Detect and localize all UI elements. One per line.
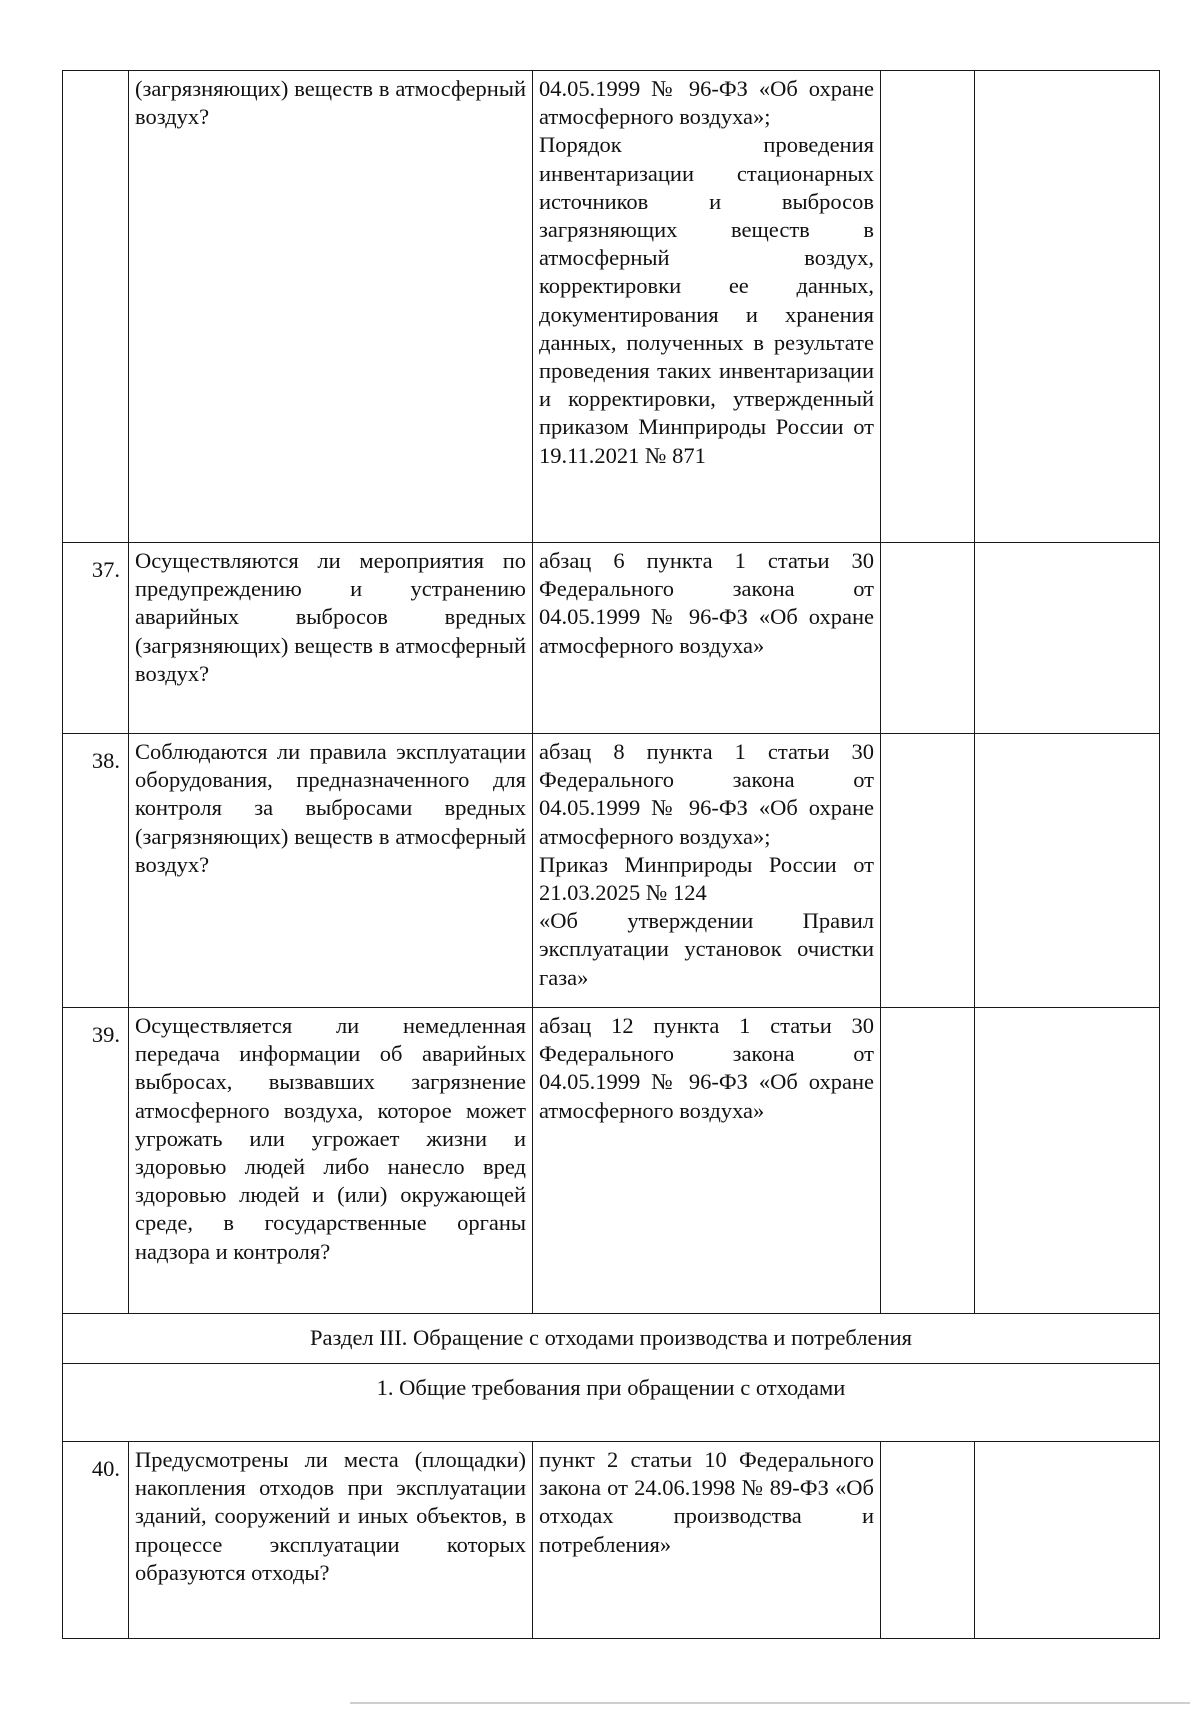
empty-cell (881, 71, 975, 543)
question-cell: Предусмотрены ли места (площадки) накопления отходов при эксплуатации зданий, сооружений и иных объектов, в процессе эксплуатации которых образуются отходы? (129, 1442, 533, 1639)
question-cell: Осуществляется ли немедленная передача информации об аварийных выбросах, вызвавших загрязнение атмосферного воздуха, которое может угрожать или угрожает жизни и здоровью людей либо нанесло вред здоровью людей и (или) окружающей среде, в государственные органы надзора и контроля? (129, 1008, 533, 1314)
question-cell: Осуществляются ли мероприятия по предупреждению и устранению аварийных выбросов вредных (загрязняющих) веществ в атмосферный воздух? (129, 543, 533, 734)
section-row (63, 1314, 1160, 1364)
row-number: 39. (63, 1008, 129, 1314)
row-number (63, 71, 129, 543)
legal-reference-cell (533, 734, 881, 1008)
row-number: 40. (63, 1442, 129, 1639)
subsection-title: 1. Общие требования при обращении с отходами (63, 1364, 1160, 1442)
table-row (63, 543, 1160, 734)
empty-cell (975, 734, 1160, 1008)
empty-cell (975, 71, 1160, 543)
table-row (63, 1008, 1160, 1314)
row-number: 37. (63, 543, 129, 734)
empty-cell (975, 1442, 1160, 1639)
empty-cell (881, 543, 975, 734)
reference-line: абзац 6 пункта 1 статьи 30 Федерального закона от 04.05.1999 № 96-ФЗ «Об охране атмосферного воздуха» (539, 548, 874, 658)
question-cell: Соблюдаются ли правила эксплуатации оборудования, предназначенного для контроля за выбросами вредных (загрязняющих) веществ в атмосферный воздух? (129, 734, 533, 1008)
legal-reference-cell (533, 543, 881, 734)
reference-line: «Об утверждении Правил эксплуатации установок очистки газа» (539, 908, 874, 990)
table-row (63, 734, 1160, 1008)
reference-line: Порядок проведения инвентаризации стационарных источников и выбросов загрязняющих веществ в атмосферный воздух, корректировки ее данных, документирования и хранения данных, полученных в результате проведения таких инвентаризации и корректировки, утвержденный приказом Минприроды России от 19.11.2021 № 871 (539, 132, 874, 468)
row-number: 38. (63, 734, 129, 1008)
empty-cell (881, 1442, 975, 1639)
legal-reference-cell (533, 71, 881, 543)
table-row (63, 1442, 1160, 1639)
section-title: Раздел III. Обращение с отходами производства и потребления (63, 1314, 1160, 1364)
reference-line: абзац 8 пункта 1 статьи 30 Федерального закона от 04.05.1999 № 96-ФЗ «Об охране атмосферного воздуха»; (539, 739, 874, 849)
legal-reference-cell (533, 1008, 881, 1314)
subsection-row (63, 1364, 1160, 1442)
reference-line: абзац 12 пункта 1 статьи 30 Федерального закона от 04.05.1999 № 96-ФЗ «Об охране атмосферного воздуха» (539, 1013, 874, 1123)
empty-cell (881, 1008, 975, 1314)
legal-reference-cell (533, 1442, 881, 1639)
empty-cell (881, 734, 975, 1008)
reference-line: пункт 2 статьи 10 Федерального закона от 24.06.1998 № 89-ФЗ «Об отходах производства и потребления» (539, 1447, 874, 1557)
reference-line: 04.05.1999 № 96-ФЗ «Об охране атмосферного воздуха»; (539, 76, 874, 130)
reference-line: Приказ Минприроды России от 21.03.2025 № 124 (539, 851, 874, 906)
empty-cell (975, 1008, 1160, 1314)
table-row (63, 71, 1160, 543)
scan-edge-line (350, 1702, 1190, 1704)
question-cell: (загрязняющих) веществ в атмосферный воздух? (129, 71, 533, 543)
empty-cell (975, 543, 1160, 734)
checklist-table (62, 70, 1160, 1639)
